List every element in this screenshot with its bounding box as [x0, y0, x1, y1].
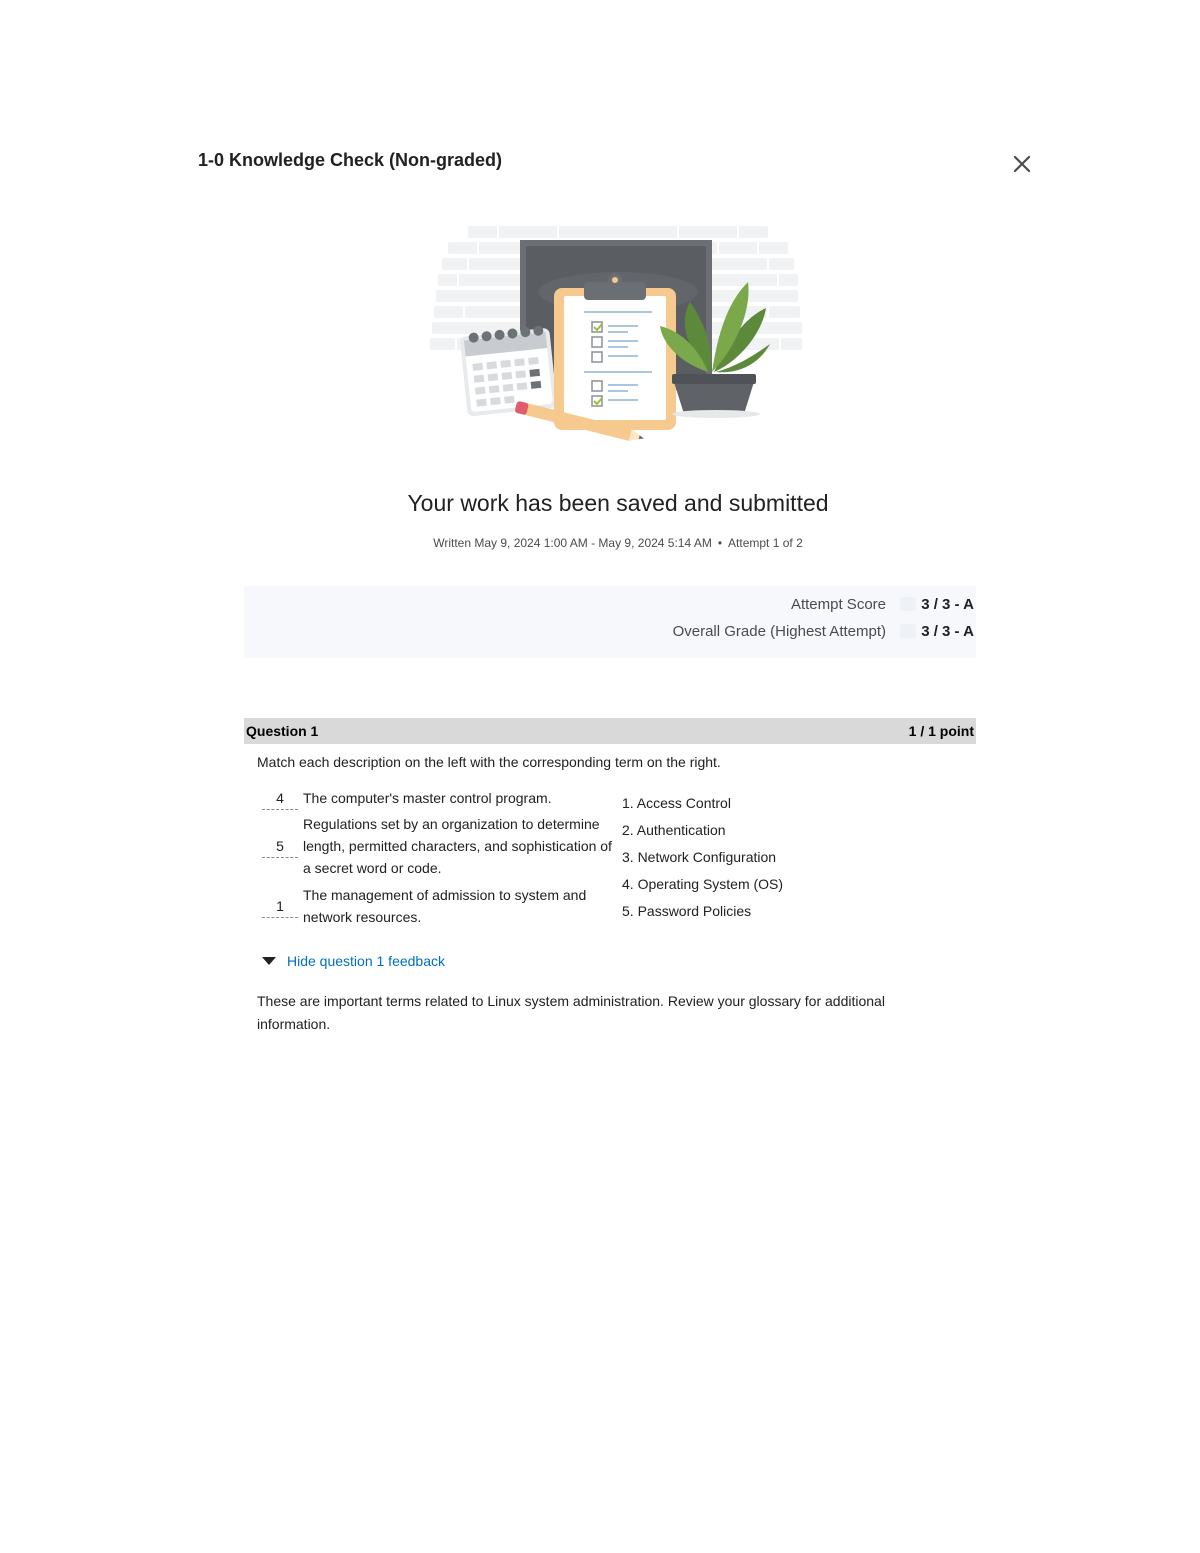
term-list: [622, 794, 783, 929]
match-item: [262, 787, 612, 809]
attempt-score-label: Attempt Score: [790, 595, 886, 613]
match-answer: 5: [262, 835, 298, 858]
match-description: The computer's master control program.: [303, 790, 552, 806]
meta-separator: •: [717, 536, 723, 550]
match-item: [262, 813, 612, 879]
question-prompt: Match each description on the left with the corresponding term on the right.: [257, 754, 721, 770]
hide-feedback-link[interactable]: Hide question 1 feedback: [287, 953, 445, 969]
attempt-count: Attempt 1 of 2: [728, 536, 803, 550]
close-button[interactable]: [1008, 150, 1036, 178]
submission-headline: Your work has been saved and submitted: [407, 490, 829, 516]
overall-grade-value: 3 / 3 - A: [921, 622, 974, 640]
score-swatch: [900, 597, 916, 611]
term-item: 2. Authentication: [622, 822, 726, 838]
match-description: Regulations set by an organization to determine length, permitted characters, and sophistication of a secret word or code.: [303, 816, 612, 876]
caret-down-icon: [262, 957, 276, 965]
score-summary: [244, 586, 976, 658]
term-item: 4. Operating System (OS): [622, 876, 784, 892]
question-feedback: These are important terms related to Linux system administration. Review your glossary for additional information.: [257, 993, 885, 1032]
match-description: The management of admission to system and network resources.: [303, 887, 587, 925]
match-item: [262, 884, 612, 928]
page-title: 1-0 Knowledge Check (Non-graded): [198, 150, 503, 170]
overall-grade-row: [673, 621, 974, 641]
written-dates: Written May 9, 2024 1:00 AM - May 9, 2024 5:14 AM: [433, 536, 712, 550]
question-label: Question 1: [246, 723, 319, 739]
term-item: 1. Access Control: [622, 795, 731, 811]
match-answer: 4: [262, 787, 298, 810]
question-header: [244, 718, 976, 744]
question-points: 1 / 1 point: [908, 723, 974, 739]
submission-meta: [0, 536, 1200, 550]
term-item: 3. Network Configuration: [622, 849, 777, 865]
term-item: 5. Password Policies: [622, 903, 752, 919]
hide-feedback-toggle[interactable]: [262, 953, 445, 969]
attempt-score-row: [791, 594, 974, 614]
close-icon: [1008, 150, 1036, 178]
overall-grade-label: Overall Grade (Highest Attempt): [672, 622, 886, 640]
submission-illustration: [428, 222, 808, 454]
attempt-score-value: 3 / 3 - A: [921, 595, 974, 613]
score-swatch: [900, 624, 916, 638]
match-answer: 1: [262, 895, 298, 918]
